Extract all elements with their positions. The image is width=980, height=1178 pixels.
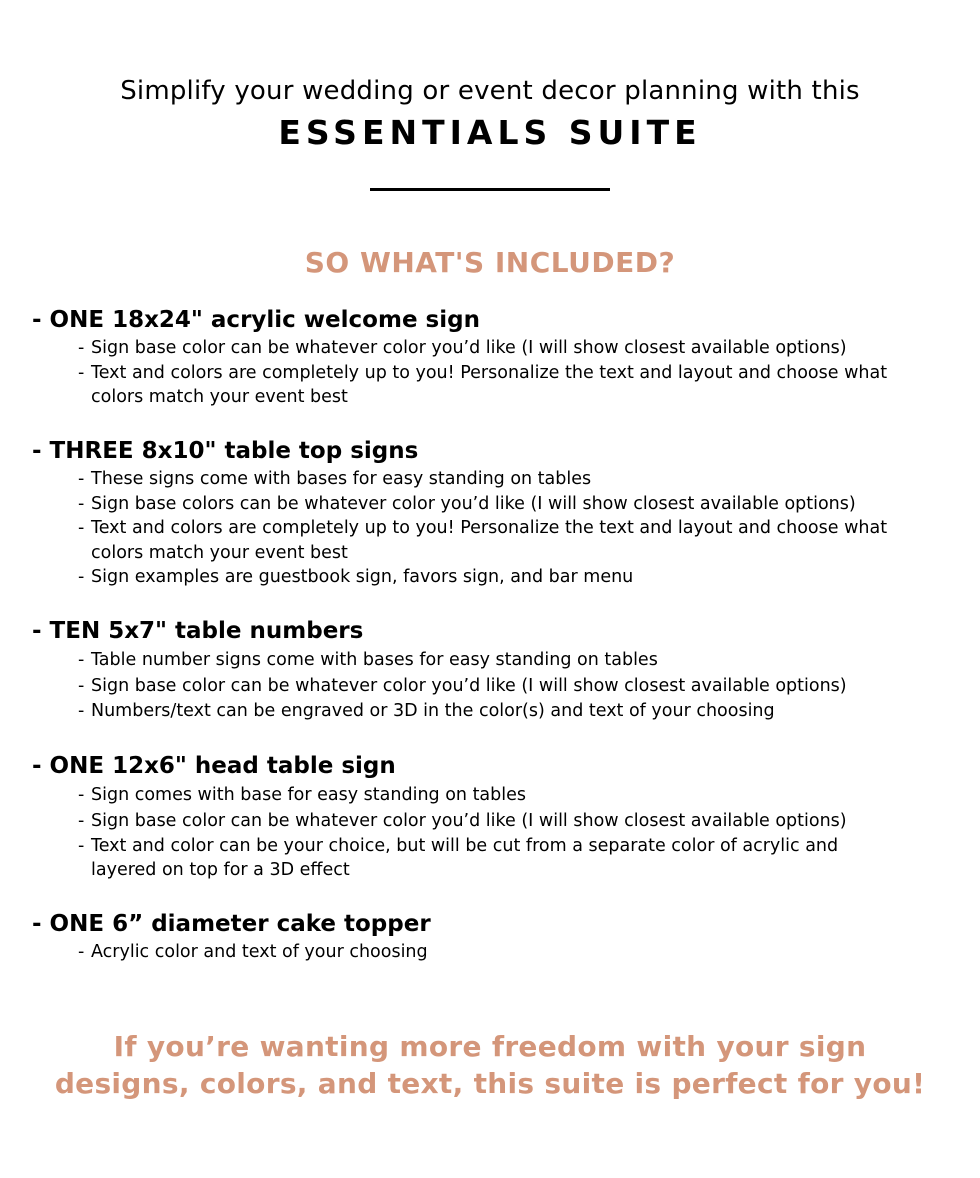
- bullet-text: Text and colors are completely up to you! Personalize the text and layout and choose what colors match your event best: [91, 518, 888, 563]
- bullet: - Sign base colors can be whatever color you’d like (I will show closest available options): [78, 493, 856, 514]
- item-title: - ONE 18x24" acrylic welcome sign: [32, 307, 480, 333]
- bullet-text: Numbers/text can be engraved or 3D in the color(s) and text of your choosing: [91, 700, 775, 721]
- bullet-text: Table number signs come with bases for easy standing on tables: [91, 650, 658, 670]
- item-table-numbers: [32, 615, 952, 723]
- intro-text: Simplify your wedding or event decor planning with this: [120, 76, 860, 106]
- bullet: - Text and color can be your choice, but will be cut from a separate color of acrylic and layered on top for a 3D effect: [78, 835, 839, 880]
- item-bullets: [78, 336, 938, 410]
- bullet-text: Text and color can be your choice, but will be cut from a separate color of acrylic and layered on top for a 3D effect: [91, 835, 839, 880]
- item-title: - THREE 8x10" table top signs: [32, 438, 419, 464]
- closing-message: [0, 1028, 980, 1102]
- bullet: - Sign comes with base for easy standing on tables: [78, 785, 527, 805]
- bullet: - Sign base color can be whatever color you’d like (I will show closest available options): [78, 338, 847, 358]
- bullet-text: Text and colors are completely up to you! Personalize the text and layout and choose what colors match your event best: [91, 362, 888, 407]
- item-title: - ONE 12x6" head table sign: [32, 753, 396, 779]
- bullet-text: Sign comes with base for easy standing on tables: [91, 785, 527, 805]
- item-head-table-sign: [32, 750, 952, 883]
- section-heading: SO WHAT'S INCLUDED?: [304, 246, 676, 279]
- item-bullets: [78, 467, 938, 590]
- bullet: - Text and colors are completely up to you! Personalize the text and layout and choose what colors match your event best: [78, 518, 888, 563]
- closing-line-1: If you’re wanting more freedom with your sign: [113, 1030, 867, 1063]
- item-cake-topper: [32, 908, 952, 965]
- bullet-text: Sign examples are guestbook sign, favors sign, and bar menu: [91, 567, 634, 587]
- bullet-text: Sign base color can be whatever color you’d like (I will show closest available options): [91, 676, 847, 696]
- bullet: - Table number signs come with bases for easy standing on tables: [78, 650, 658, 670]
- item-bullets: [78, 647, 938, 723]
- item-bullets: [78, 782, 898, 883]
- closing-line-2: designs, colors, and text, this suite is perfect for you!: [54, 1067, 926, 1100]
- title-divider: [370, 188, 610, 191]
- bullet: - Acrylic color and text of your choosing: [78, 942, 428, 962]
- bullet-text: Acrylic color and text of your choosing: [91, 942, 428, 962]
- item-bullets: [78, 940, 938, 965]
- item-table-top-signs: [32, 435, 952, 590]
- bullet: - Sign base color can be whatever color you’d like (I will show closest available options): [78, 811, 847, 831]
- bullet-text: These signs come with bases for easy standing on tables: [91, 469, 592, 489]
- bullet-text: Sign base color can be whatever color you’d like (I will show closest available options): [91, 338, 847, 358]
- bullet: - These signs come with bases for easy standing on tables: [78, 469, 592, 489]
- bullet: - Numbers/text can be engraved or 3D in the color(s) and text of your choosing: [78, 700, 775, 721]
- suite-title: ESSENTIALS SUITE: [278, 113, 702, 152]
- item-welcome-sign: [32, 304, 952, 410]
- bullet: - Text and colors are completely up to you! Personalize the text and layout and choose what colors match your event best: [78, 362, 888, 407]
- item-title: - ONE 6” diameter cake topper: [32, 911, 431, 937]
- bullet: - Sign base color can be whatever color you’d like (I will show closest available options): [78, 676, 847, 696]
- item-title: - TEN 5x7" table numbers: [32, 618, 364, 644]
- bullet: - Sign examples are guestbook sign, favors sign, and bar menu: [78, 567, 634, 587]
- bullet-text: Sign base colors can be whatever color you’d like (I will show closest available options): [91, 493, 856, 514]
- bullet-text: Sign base color can be whatever color you’d like (I will show closest available options): [91, 811, 847, 831]
